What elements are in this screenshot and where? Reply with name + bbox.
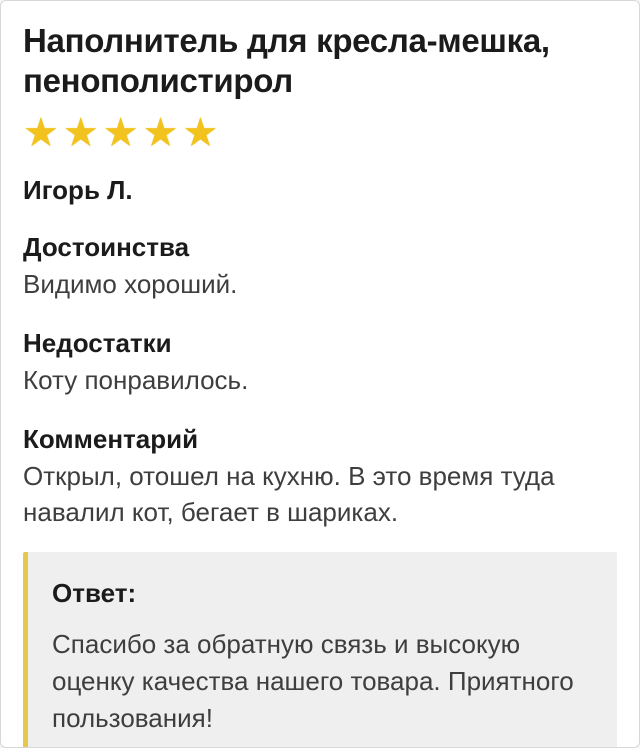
star-icon: ★ [23, 111, 59, 155]
comment-section [23, 424, 617, 530]
pros-text: Видимо хороший. [23, 269, 238, 299]
cons-label: Недостатки [23, 328, 172, 358]
seller-reply-block [23, 552, 617, 748]
star-icon: ★ [182, 111, 219, 155]
cons-section [23, 328, 617, 398]
pros-label: Достоинства [23, 232, 190, 262]
pros-section [23, 232, 617, 302]
seller-reply-label: Ответ: [52, 578, 137, 608]
comment-text: Открыл, отошел на кухню. В это время туда навалил кот, бегает в шариках. [23, 461, 555, 527]
cons-text: Коту понравилось. [23, 365, 249, 395]
product-title: Наполнитель для кресла-мешка, пенополистирол [23, 22, 550, 99]
star-icon: ★ [102, 111, 139, 155]
seller-reply-text: Спасибо за обратную связь и высокую оценку качества нашего товара. Приятного пользования! [52, 629, 574, 733]
star-icon: ★ [62, 111, 99, 155]
reviewer-name: Игорь Л. [23, 175, 133, 205]
comment-label: Комментарий [23, 424, 199, 454]
star-rating [23, 113, 617, 153]
star-icon: ★ [142, 111, 179, 155]
